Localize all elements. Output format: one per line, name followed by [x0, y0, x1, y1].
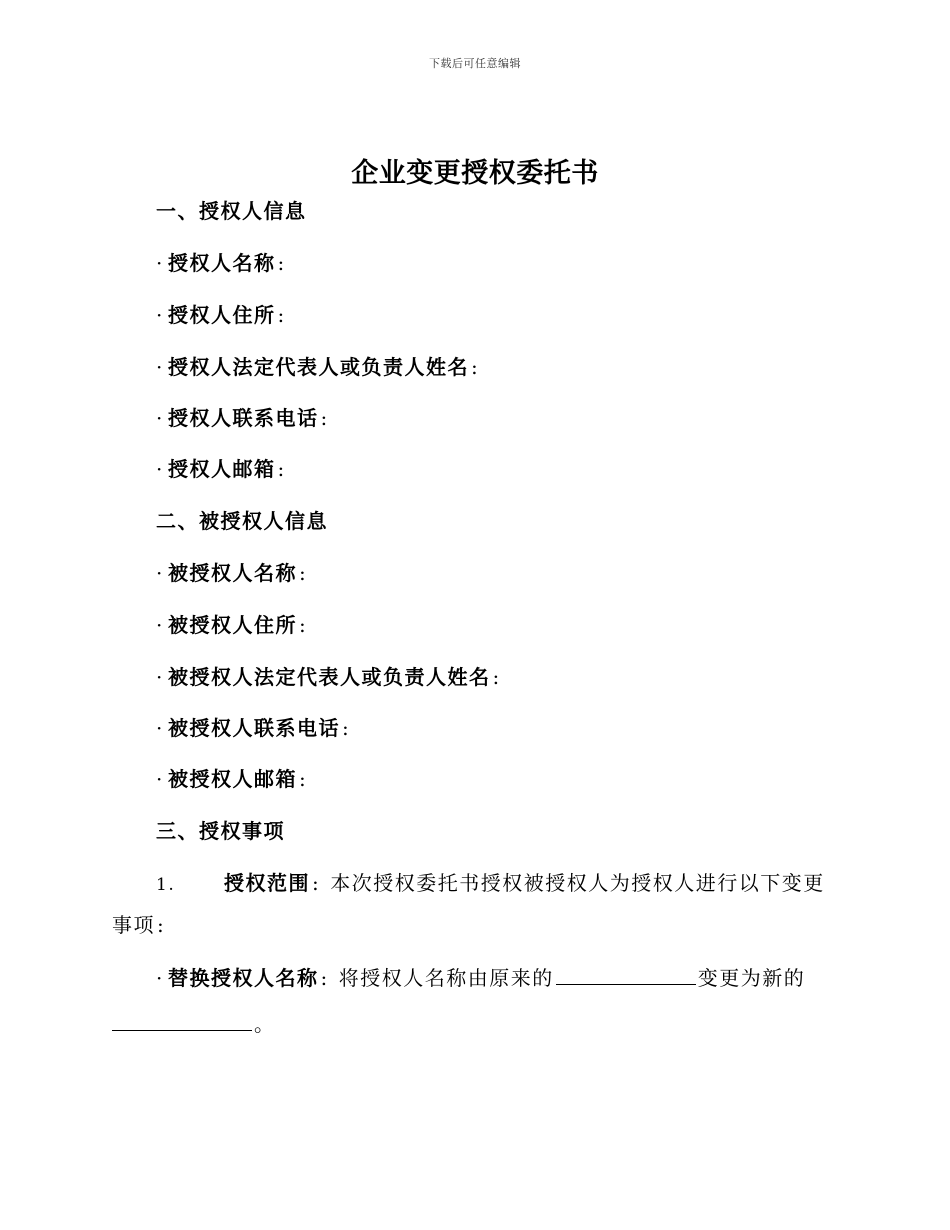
bullet: ·: [156, 613, 164, 637]
field-authorized-email: [156, 766, 307, 792]
field-label: 被授权人名称: [168, 561, 297, 585]
colon: :: [157, 913, 166, 937]
bullet: ·: [156, 355, 164, 379]
section-heading-authorizer: 一、授权人信息: [156, 199, 307, 223]
document-title: 企业变更授权委托书: [351, 158, 599, 189]
field-label: 授权人联系电话: [168, 406, 319, 430]
field-authorized-address: [156, 612, 307, 638]
colon: :: [492, 665, 501, 689]
colon: :: [299, 613, 308, 637]
field-authorizer-address: [156, 302, 286, 328]
field-label: 被授权人住所: [168, 613, 297, 637]
new-name-blank: [112, 1010, 252, 1031]
field-label: 授权人邮箱: [168, 457, 276, 481]
colon: :: [471, 355, 480, 379]
colon: :: [277, 303, 286, 327]
bullet: ·: [156, 665, 164, 689]
replace-text-end: 。: [254, 1012, 276, 1036]
item-number: 1.: [156, 875, 176, 895]
field-authorizer-email: [156, 456, 286, 482]
bullet: ·: [156, 457, 164, 481]
bullet: ·: [156, 561, 164, 585]
field-label: 授权人住所: [168, 303, 276, 327]
field-label: 授权人名称: [168, 251, 276, 275]
scope-label: 授权范围: [224, 871, 310, 895]
field-authorizer-name: [156, 250, 286, 276]
bullet: ·: [156, 767, 164, 791]
colon: :: [277, 457, 286, 481]
scope-text-continued: 事项: [112, 913, 155, 937]
bullet: ·: [156, 716, 164, 740]
field-label: 被授权人联系电话: [168, 716, 340, 740]
replace-name-line2: [112, 1010, 276, 1037]
replace-label: 替换授权人名称: [168, 966, 319, 990]
original-name-blank: [556, 964, 696, 985]
scope-text: 本次授权委托书授权被授权人为授权人进行以下变更: [330, 871, 825, 895]
field-authorized-phone: [156, 715, 350, 741]
bullet: ·: [156, 406, 164, 430]
section-heading-matters: 三、授权事项: [156, 819, 285, 843]
field-authorizer-phone: [156, 405, 329, 431]
field-authorized-representative: [156, 664, 501, 690]
field-label: 被授权人邮箱: [168, 767, 297, 791]
bullet: ·: [156, 303, 164, 327]
replace-text-middle: 变更为新的: [697, 966, 806, 990]
bullet: ·: [156, 251, 164, 275]
section-heading-authorized: 二、被授权人信息: [156, 509, 328, 533]
field-authorized-name: [156, 560, 307, 586]
replace-name-line1: [156, 964, 805, 991]
colon: :: [277, 251, 286, 275]
colon: :: [320, 406, 329, 430]
bullet: ·: [156, 966, 164, 990]
replace-text-before: 将授权人名称由原来的: [338, 966, 554, 990]
field-authorizer-representative: [156, 354, 479, 380]
colon: :: [312, 871, 321, 895]
authorization-scope-line1: [156, 870, 825, 898]
authorization-scope-line2: [112, 912, 165, 938]
colon: :: [299, 767, 308, 791]
colon: :: [342, 716, 351, 740]
colon: :: [320, 966, 329, 990]
colon: :: [299, 561, 308, 585]
field-label: 被授权人法定代表人或负责人姓名: [168, 665, 491, 689]
page-header: 下载后可任意编辑: [429, 57, 521, 70]
field-label: 授权人法定代表人或负责人姓名: [168, 355, 469, 379]
